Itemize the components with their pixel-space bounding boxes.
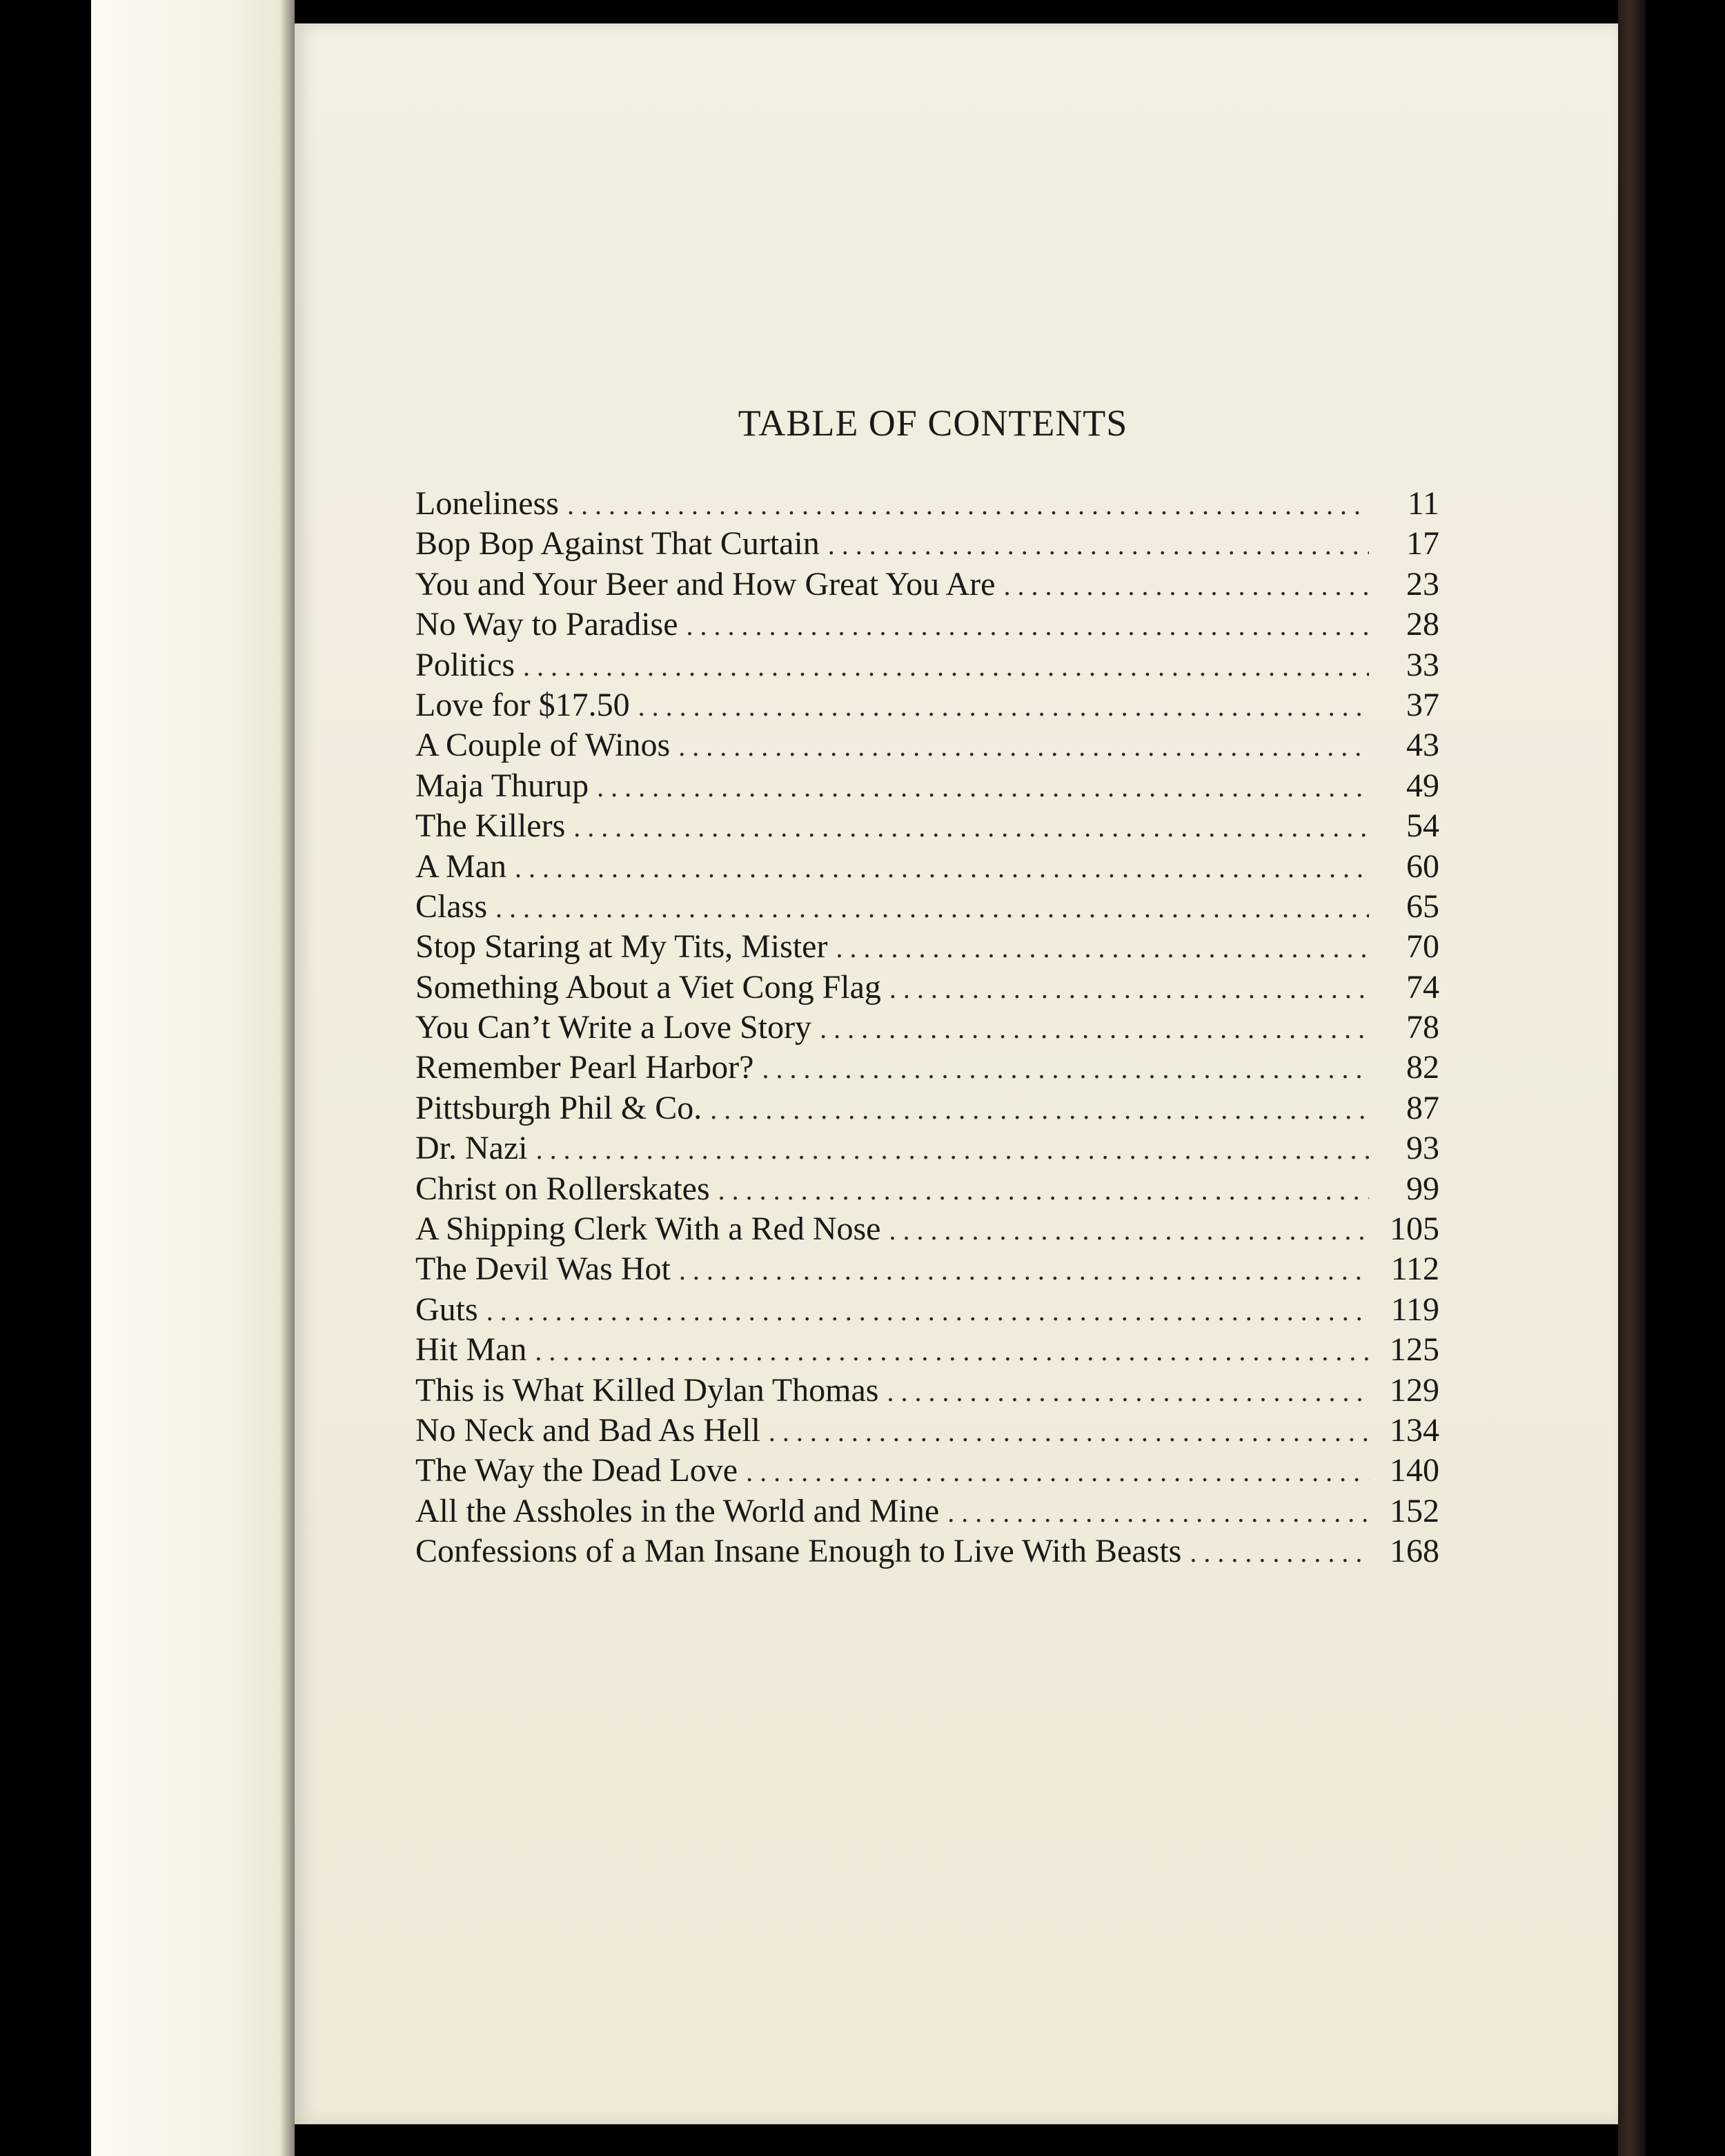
toc-entry-page-number: 70 bbox=[1406, 928, 1439, 966]
toc-entry-title: Guts bbox=[415, 1291, 478, 1328]
dot-leader bbox=[1003, 569, 1369, 602]
toc-entry-title: No Way to Paradise bbox=[415, 606, 678, 643]
toc-entry bbox=[415, 1451, 1439, 1491]
toc-entry bbox=[415, 1532, 1439, 1572]
book-cover-edge bbox=[1618, 0, 1646, 2156]
toc-entry-title: Politics bbox=[415, 646, 515, 683]
dot-leader bbox=[678, 730, 1369, 763]
toc-entry bbox=[415, 1492, 1439, 1532]
dot-leader bbox=[820, 1012, 1369, 1045]
dot-leader bbox=[535, 1335, 1369, 1367]
toc-entry-page-number: 125 bbox=[1390, 1331, 1439, 1369]
toc-entry-page-number: 119 bbox=[1390, 1291, 1439, 1328]
dot-leader bbox=[687, 609, 1369, 642]
dot-leader bbox=[486, 1295, 1369, 1327]
toc-entry bbox=[415, 1250, 1439, 1290]
toc-entry bbox=[415, 1008, 1439, 1048]
toc-entry bbox=[415, 968, 1439, 1008]
toc-entry bbox=[415, 888, 1439, 928]
toc-entry-page-number: 105 bbox=[1390, 1211, 1439, 1248]
toc-entry-title: Maja Thurup bbox=[415, 767, 589, 804]
dot-leader bbox=[889, 972, 1369, 1005]
toc-entry-page-number: 17 bbox=[1406, 525, 1439, 562]
toc-entry-title: You and Your Beer and How Great You Are bbox=[415, 565, 996, 602]
dot-leader bbox=[679, 1254, 1369, 1286]
toc-entry-page-number: 82 bbox=[1406, 1049, 1439, 1086]
toc-entry bbox=[415, 767, 1439, 807]
toc-entry-page-number: 65 bbox=[1406, 888, 1439, 925]
dot-leader bbox=[567, 489, 1369, 521]
toc-entry-title: The Devil Was Hot bbox=[415, 1251, 671, 1288]
dot-leader bbox=[887, 1375, 1369, 1408]
toc-entry-title: Hit Man bbox=[415, 1331, 527, 1369]
toc-entry-title: Bop Bop Against That Curtain bbox=[415, 525, 820, 562]
dot-leader bbox=[523, 650, 1369, 683]
toc-entry bbox=[415, 525, 1439, 565]
toc-entry-title: You Can’t Write a Love Story bbox=[415, 1009, 812, 1046]
toc-entry bbox=[415, 1411, 1439, 1451]
toc-entry bbox=[415, 726, 1439, 766]
toc-entry bbox=[415, 1291, 1439, 1331]
toc-entry-title: A Couple of Winos bbox=[415, 727, 671, 764]
toc-entry bbox=[415, 928, 1439, 968]
toc-entry-page-number: 152 bbox=[1390, 1492, 1439, 1529]
toc-entry-page-number: 129 bbox=[1390, 1371, 1439, 1409]
toc-entry-page-number: 28 bbox=[1406, 606, 1439, 643]
toc-entry-page-number: 49 bbox=[1406, 767, 1439, 804]
toc-entry bbox=[415, 1331, 1439, 1371]
toc-entry-title: Confessions of a Man Insane Enough to Live With Beasts bbox=[415, 1533, 1182, 1570]
toc-entry bbox=[415, 1170, 1439, 1210]
page-title: TABLE OF CONTENTS bbox=[738, 402, 1128, 444]
toc-entry-page-number: 54 bbox=[1406, 807, 1439, 845]
toc-entry bbox=[415, 807, 1439, 847]
toc-entry bbox=[415, 1089, 1439, 1129]
toc-entry bbox=[415, 605, 1439, 645]
toc-entry-title: Christ on Rollerskates bbox=[415, 1170, 710, 1207]
toc-entry-page-number: 33 bbox=[1406, 646, 1439, 683]
dot-leader bbox=[1190, 1536, 1369, 1569]
toc-entry bbox=[415, 565, 1439, 605]
dot-leader bbox=[515, 852, 1369, 884]
toc-entry-title: The Killers bbox=[415, 807, 566, 845]
dot-leader bbox=[769, 1415, 1369, 1448]
dot-leader bbox=[889, 1214, 1369, 1246]
toc-entry-title: This is What Killed Dylan Thomas bbox=[415, 1371, 879, 1409]
dot-leader bbox=[746, 1456, 1369, 1488]
dot-leader bbox=[828, 529, 1369, 561]
dot-leader bbox=[597, 771, 1369, 803]
table-of-contents bbox=[415, 484, 1439, 1573]
toc-entry-title: Loneliness bbox=[415, 485, 559, 522]
toc-entry-title: Stop Staring at My Tits, Mister bbox=[415, 928, 828, 966]
toc-entry-page-number: 37 bbox=[1406, 686, 1439, 723]
dot-leader bbox=[638, 690, 1369, 723]
toc-entry-page-number: 140 bbox=[1390, 1452, 1439, 1489]
toc-entry bbox=[415, 1129, 1439, 1169]
toc-entry-title: No Neck and Bad As Hell bbox=[415, 1411, 760, 1449]
toc-entry-page-number: 11 bbox=[1407, 485, 1439, 522]
dot-leader bbox=[710, 1093, 1369, 1126]
toc-entry-title: Class bbox=[415, 888, 488, 925]
toc-entry-title: Dr. Nazi bbox=[415, 1130, 528, 1167]
toc-entry-page-number: 168 bbox=[1390, 1533, 1439, 1570]
toc-entry-title: Something About a Viet Cong Flag bbox=[415, 968, 881, 1006]
toc-entry-title: Pittsburgh Phil & Co. bbox=[415, 1089, 702, 1126]
dot-leader bbox=[536, 1133, 1369, 1166]
toc-entry bbox=[415, 646, 1439, 686]
toc-entry-page-number: 78 bbox=[1406, 1009, 1439, 1046]
toc-entry bbox=[415, 686, 1439, 726]
toc-entry-page-number: 23 bbox=[1406, 565, 1439, 602]
toc-entry-page-number: 134 bbox=[1390, 1411, 1439, 1449]
toc-entry bbox=[415, 484, 1439, 525]
toc-entry bbox=[415, 1371, 1439, 1411]
toc-entry-title: A Shipping Clerk With a Red Nose bbox=[415, 1211, 881, 1248]
toc-entry-page-number: 99 bbox=[1406, 1170, 1439, 1207]
toc-entry-title: Love for $17.50 bbox=[415, 686, 630, 723]
toc-entry-page-number: 43 bbox=[1406, 727, 1439, 764]
toc-entry-title: All the Assholes in the World and Mine bbox=[415, 1492, 940, 1529]
dot-leader bbox=[836, 932, 1369, 964]
toc-entry bbox=[415, 847, 1439, 888]
dot-leader bbox=[495, 892, 1369, 924]
toc-entry bbox=[415, 1048, 1439, 1088]
dot-leader bbox=[762, 1052, 1369, 1085]
dot-leader bbox=[718, 1174, 1369, 1206]
toc-entry-page-number: 112 bbox=[1390, 1251, 1439, 1288]
toc-entry-title: The Way the Dead Love bbox=[415, 1452, 738, 1489]
toc-entry-page-number: 60 bbox=[1406, 847, 1439, 885]
toc-entry-page-number: 93 bbox=[1406, 1130, 1439, 1167]
dot-leader bbox=[947, 1496, 1369, 1529]
left-page bbox=[91, 0, 295, 2156]
toc-entry-page-number: 74 bbox=[1406, 968, 1439, 1006]
toc-entry-title: A Man bbox=[415, 847, 506, 885]
toc-entry bbox=[415, 1210, 1439, 1250]
toc-entry-page-number: 87 bbox=[1406, 1089, 1439, 1126]
toc-entry-title: Remember Pearl Harbor? bbox=[415, 1049, 754, 1086]
dot-leader bbox=[573, 811, 1369, 843]
